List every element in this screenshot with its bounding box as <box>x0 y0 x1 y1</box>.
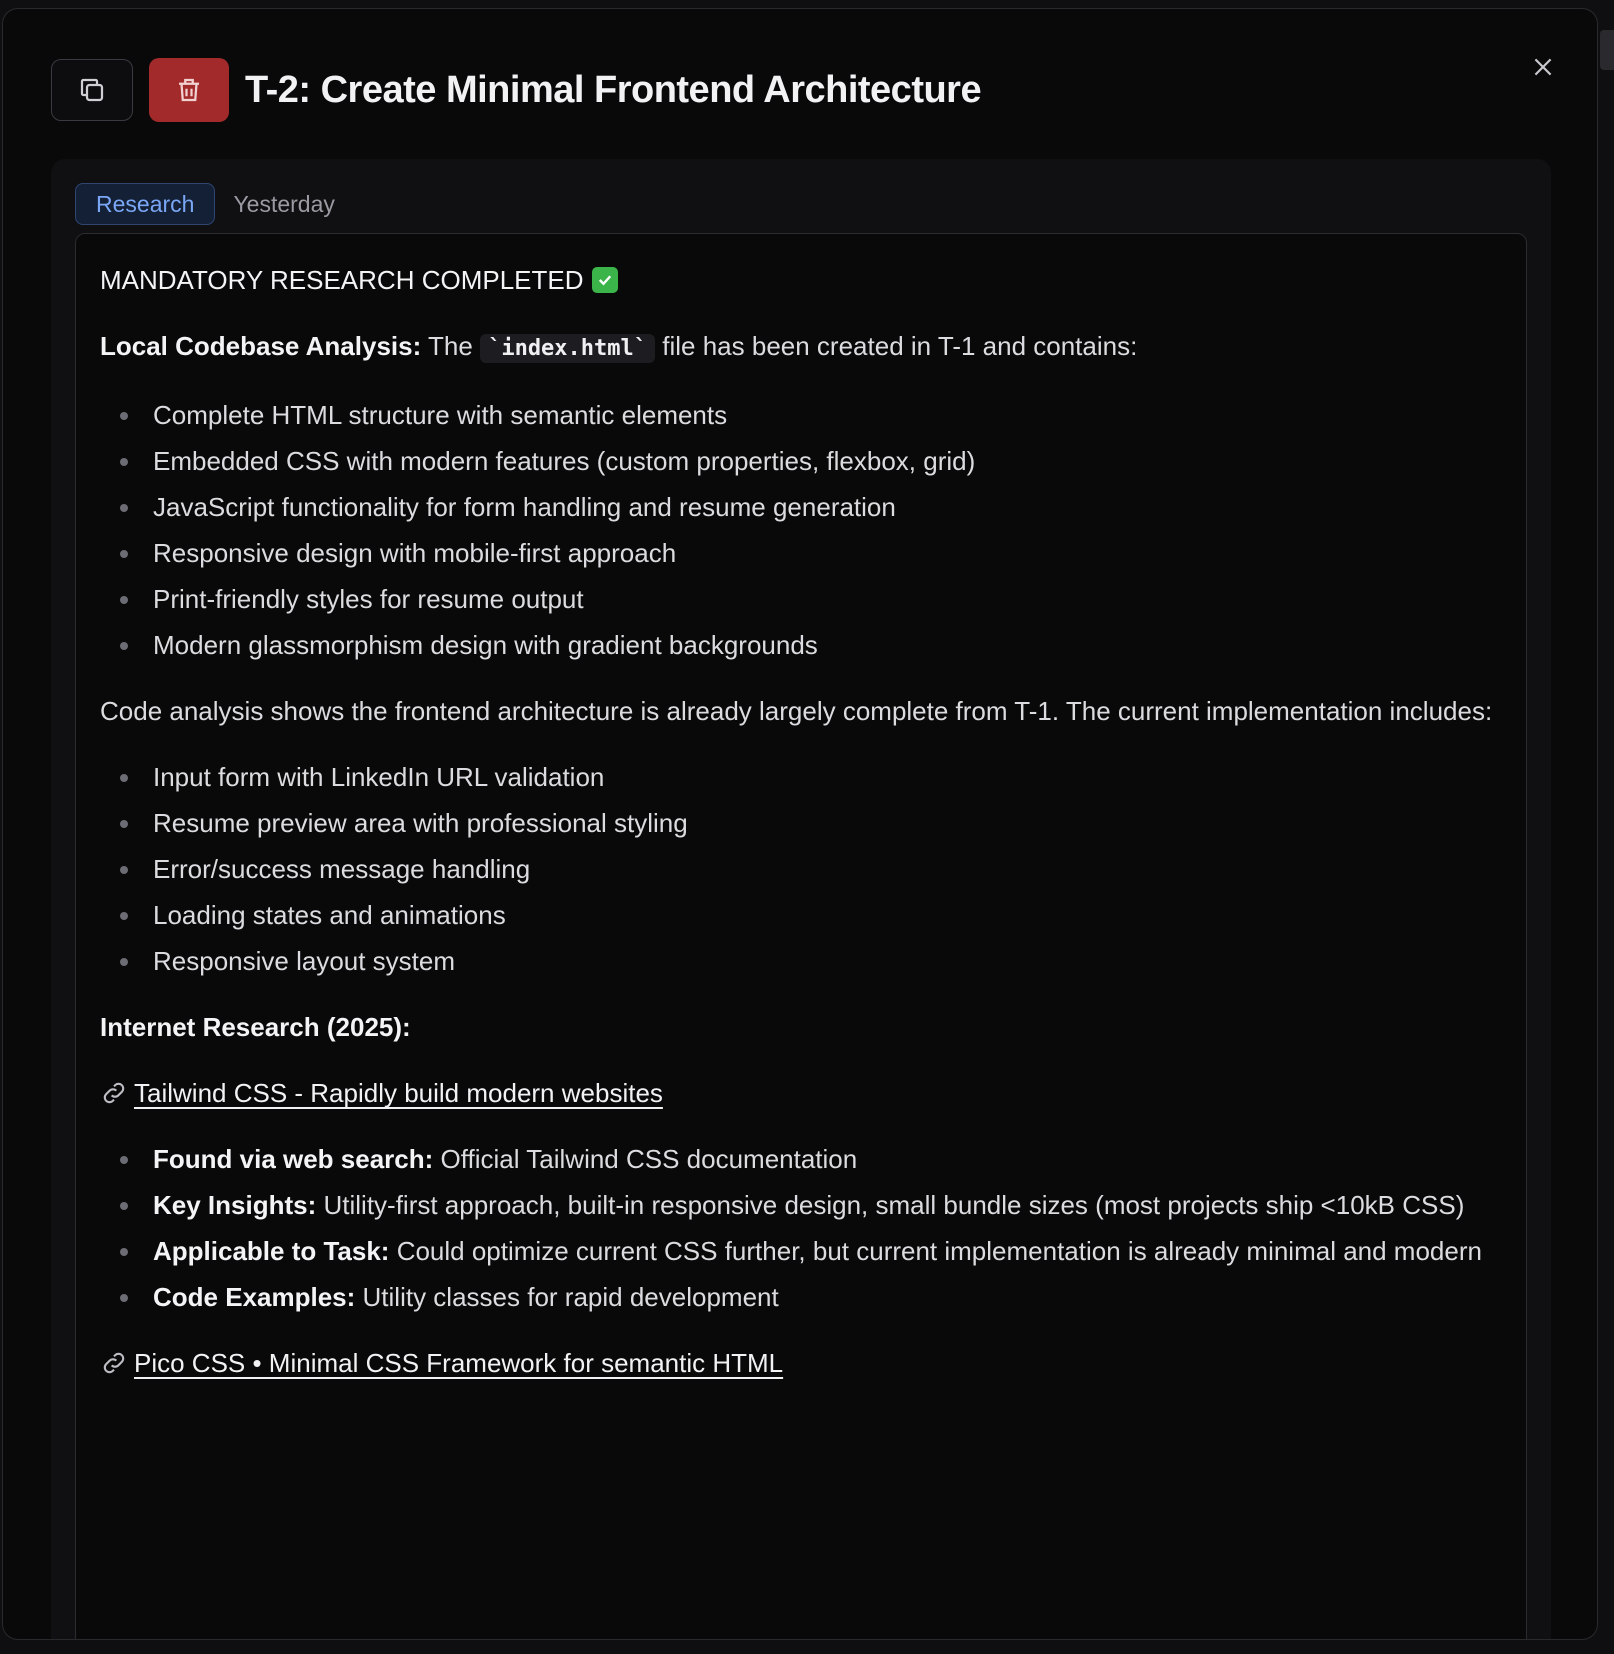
list-item <box>153 1231 1502 1271</box>
list-item: Responsive design with mobile-first approach <box>153 533 1502 573</box>
detail-label: Found via web search: <box>153 1144 434 1174</box>
list-item <box>153 1139 1502 1179</box>
internet-research-heading <box>100 1007 1502 1047</box>
list-item: Embedded CSS with modern features (custom properties, flexbox, grid) <box>153 441 1502 481</box>
detail-text: Could optimize current CSS further, but current implementation is already minimal and modern <box>396 1236 1482 1266</box>
list-item: Error/success message handling <box>153 849 1502 889</box>
list-item: Complete HTML structure with semantic elements <box>153 395 1502 435</box>
detail-text: Utility-first approach, built-in responsive design, small bundle sizes (most projects ship <10kB CSS) <box>323 1190 1465 1220</box>
close-icon <box>1530 54 1556 80</box>
close-button[interactable] <box>1525 49 1561 85</box>
local-analysis-text-before: The <box>428 331 473 361</box>
entry-content <box>75 233 1527 1640</box>
entry-type-badge[interactable]: Research <box>75 183 215 225</box>
background-edge-element <box>1600 30 1614 70</box>
detail-label: Key Insights: <box>153 1190 317 1220</box>
delete-button[interactable] <box>149 58 229 122</box>
entry-date: Yesterday <box>233 190 335 217</box>
research-heading-text: MANDATORY RESEARCH COMPLETED <box>100 265 584 295</box>
detail-text: Official Tailwind CSS documentation <box>440 1144 858 1174</box>
implementation-list <box>100 757 1502 981</box>
check-icon <box>592 267 618 293</box>
pico-link-row <box>100 1343 1502 1383</box>
tailwind-link[interactable]: Tailwind CSS - Rapidly build modern websites <box>134 1078 663 1108</box>
task-detail-modal <box>2 8 1598 1640</box>
detail-text: Utility classes for rapid development <box>362 1282 779 1312</box>
list-item: Input form with LinkedIn URL validation <box>153 757 1502 797</box>
copy-icon <box>77 75 107 105</box>
list-item: Print-friendly styles for resume output <box>153 579 1502 619</box>
entry-meta <box>75 183 335 225</box>
list-item: Responsive layout system <box>153 941 1502 981</box>
list-item <box>153 1277 1502 1317</box>
detail-label: Code Examples: <box>153 1282 356 1312</box>
list-item: Modern glassmorphism design with gradient backgrounds <box>153 625 1502 665</box>
research-heading <box>100 260 1502 300</box>
pico-link[interactable]: Pico CSS • Minimal CSS Framework for semantic HTML <box>134 1348 784 1378</box>
detail-label: Applicable to Task: <box>153 1236 390 1266</box>
filename-code: `index.html` <box>480 334 655 363</box>
link-icon <box>100 1349 128 1377</box>
task-title: T-2: Create Minimal Frontend Architecture <box>245 68 982 111</box>
local-analysis-label: Local Codebase Analysis: <box>100 331 422 361</box>
copy-button[interactable] <box>51 59 133 121</box>
list-item <box>153 1185 1502 1225</box>
tailwind-details-list <box>100 1139 1502 1317</box>
list-item: Loading states and animations <box>153 895 1502 935</box>
local-analysis-paragraph <box>100 326 1502 369</box>
modal-header <box>51 57 981 123</box>
list-item: JavaScript functionality for form handling and resume generation <box>153 487 1502 527</box>
local-analysis-text-after: file has been created in T-1 and contains: <box>662 331 1138 361</box>
trash-icon <box>174 75 204 105</box>
analysis-paragraph: Code analysis shows the frontend architecture is already largely complete from T-1. The current implementation includes: <box>100 696 1493 726</box>
tailwind-link-row <box>100 1073 1502 1113</box>
link-icon <box>100 1079 128 1107</box>
codebase-feature-list <box>100 395 1502 665</box>
internet-research-heading-text: Internet Research (2025): <box>100 1012 411 1042</box>
activity-panel <box>51 159 1551 1640</box>
list-item: Resume preview area with professional styling <box>153 803 1502 843</box>
